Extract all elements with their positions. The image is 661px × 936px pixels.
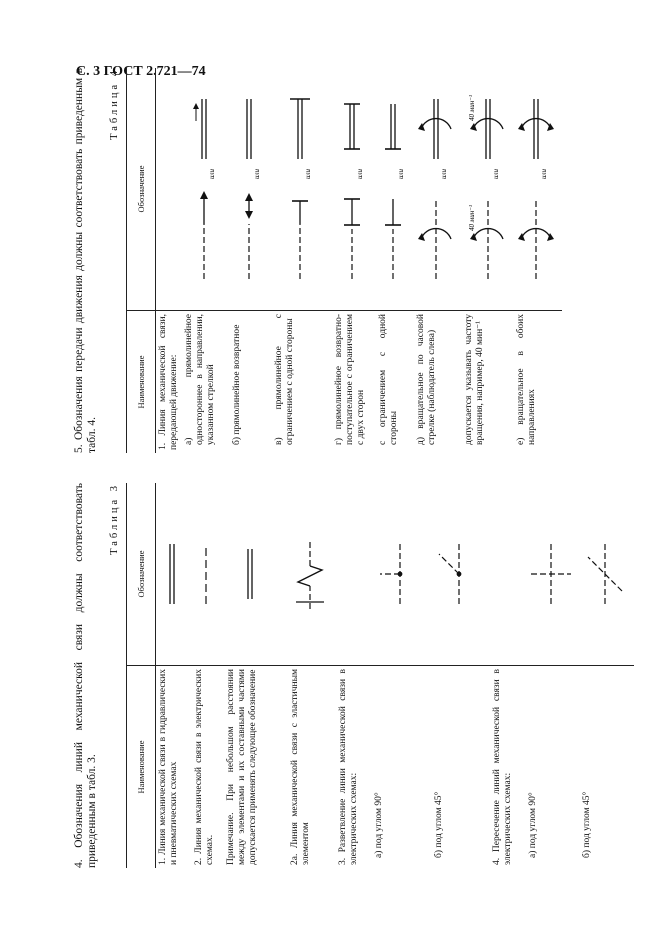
- rotate-cw-symbol: [414, 68, 462, 311]
- row-text: а) прямолинейное одностороннее в направлении, указанном стрелкой: [182, 311, 230, 454]
- row-text: с ограничением с одной стороны: [376, 311, 414, 454]
- table-row: [336, 483, 372, 868]
- row-text: 1. Линия механической связи, передающей движение:: [156, 311, 183, 454]
- table-row: [230, 68, 272, 453]
- table-4: [126, 68, 562, 453]
- row-text: б) под углом 45°: [580, 666, 634, 869]
- row-text: 4. Пересечение линий механической связи в электрических схемах:: [490, 666, 526, 869]
- table-row: [372, 483, 432, 868]
- row-text: б) под углом 45°: [432, 666, 490, 869]
- branch-90-symbol: [372, 483, 432, 666]
- cross-45-symbol: [580, 483, 634, 666]
- row-text: 1. Линия механической связи в гидравлических и пневматических схемах: [156, 666, 193, 869]
- table-3-header-name: Наименование: [127, 666, 156, 869]
- table-row: [156, 483, 193, 868]
- row-text: допускается указывать частоту вращения, например, 40 мин⁻¹: [462, 311, 514, 454]
- table-row: [526, 483, 580, 868]
- or-label: или: [440, 168, 448, 179]
- frequency-label: 40 мин⁻¹: [468, 205, 476, 231]
- rotate-both-symbol: [514, 68, 562, 311]
- row-text: д) вращательное по часовой стрелке (наблюдатель слева): [414, 311, 462, 454]
- table-row: [272, 68, 332, 453]
- table-row: [224, 483, 288, 868]
- table-row: [580, 483, 634, 868]
- table-row: [156, 68, 183, 453]
- double-line-symbol: [156, 483, 193, 666]
- row-text: 2. Линия механической связи в электрических схемах.: [192, 666, 224, 869]
- table-3-caption: Таблица 3: [109, 483, 120, 555]
- table-row: [514, 68, 562, 453]
- rotated-content: [73, 68, 618, 868]
- row-text: в) прямолинейное с ограничением с одной стороны: [272, 311, 332, 454]
- row-text: б) прямолинейное возвратное: [230, 311, 272, 454]
- row-text: а) под углом 90°: [372, 666, 432, 869]
- table-row: [192, 483, 224, 868]
- table-4-header-symbol: Обозначение: [127, 68, 156, 311]
- dashed-line-symbol: [192, 483, 224, 666]
- limited-two-one-symbol: [376, 68, 414, 311]
- row-text: г) прямолинейное возвратно-поступательное с ограничением с двух сторон: [332, 311, 376, 454]
- section-4: [73, 483, 634, 868]
- double-line-short-symbol: [224, 483, 288, 666]
- or-label: или: [304, 168, 312, 179]
- reciprocal-symbol: [230, 68, 272, 311]
- or-label: или: [253, 168, 261, 179]
- table-4-header-name: Наименование: [127, 311, 156, 454]
- table-3: [126, 483, 634, 868]
- table-row: [376, 68, 414, 453]
- table-row: [432, 483, 490, 868]
- section-5: [73, 68, 562, 453]
- or-label: или: [397, 168, 405, 179]
- section-4-intro: 4. Обозначения линий механической связи должны соответствовать приведенным в табл. 3.: [73, 483, 98, 868]
- table-row: [490, 483, 526, 868]
- cross-90-symbol: [526, 483, 580, 666]
- table-row: [182, 68, 230, 453]
- limited-two-symbol: [332, 68, 376, 311]
- section-5-intro: 5. Обозначения передачи движения должны соответствовать приведенным в табл. 4.: [73, 68, 98, 453]
- or-label: или: [492, 168, 500, 179]
- row-text: е) вращательное в обоих направлениях: [514, 311, 562, 454]
- table-row: [288, 483, 336, 868]
- row-text: а) под углом 90°: [526, 666, 580, 869]
- table-row: [462, 68, 514, 453]
- or-label: или: [540, 168, 548, 179]
- one-way-symbol: [182, 68, 230, 311]
- limited-one-symbol: [272, 68, 332, 311]
- elastic-link-symbol: [288, 483, 336, 666]
- frequency-label: 40 мин⁻¹: [468, 95, 476, 121]
- or-label: или: [208, 168, 216, 179]
- table-row: [332, 68, 376, 453]
- or-label: или: [356, 168, 364, 179]
- branch-45-symbol: [432, 483, 490, 666]
- table-row: [414, 68, 462, 453]
- table-3-header-symbol: Обозначение: [127, 483, 156, 666]
- row-text: 2а. Линия механической связи с эластичным элементом: [288, 666, 336, 869]
- page-header: С. 3 ГОСТ 2.721—74: [76, 64, 206, 79]
- rotate-freq-symbol: [462, 68, 514, 311]
- note-text: Примечание. При небольшом расстоянии между элементами и их составными частями допускается применять следующее обозначение: [224, 666, 288, 869]
- table-4-caption: Таблица 4: [109, 68, 120, 140]
- row-text: 3. Разветвление линии механической связи в электрических схемах:: [336, 666, 372, 869]
